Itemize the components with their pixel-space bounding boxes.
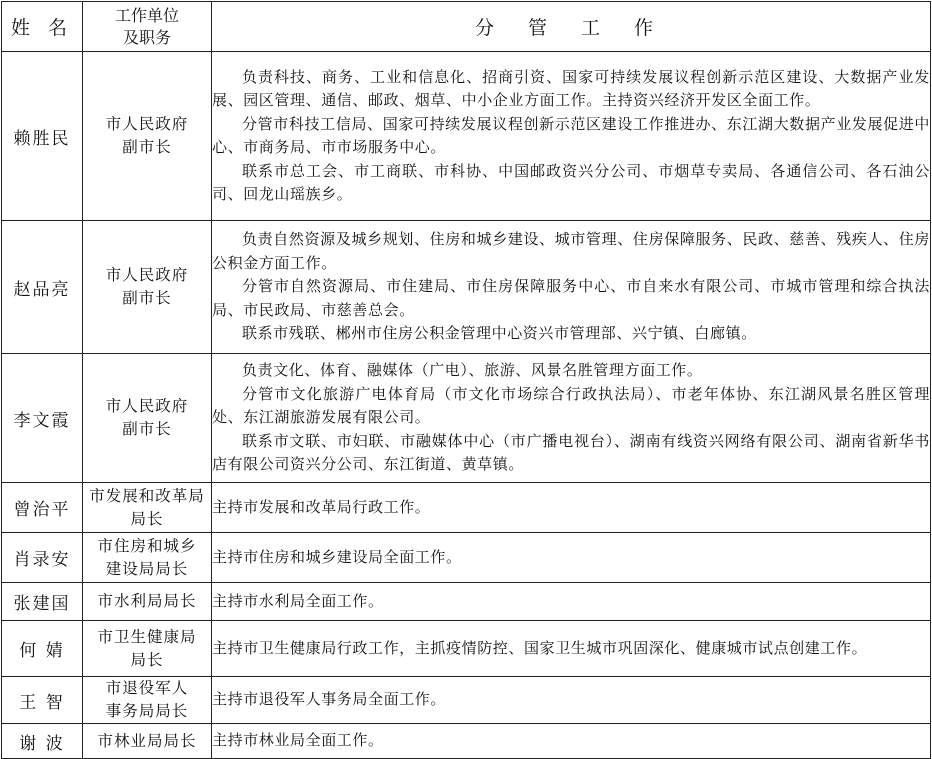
person-name: 肖录安 xyxy=(2,533,83,583)
header-row xyxy=(2,2,931,52)
duty-paragraph: 联系市残联、郴州市住房公积金管理中心资兴市管理部、兴宁镇、白廊镇。 xyxy=(242,324,757,343)
person-unit: 市水利局局长 xyxy=(83,583,212,621)
unit-line1: 市人民政府 xyxy=(105,266,189,284)
person-unit xyxy=(83,677,212,724)
person-unit xyxy=(83,354,212,483)
person-name: 谢 波 xyxy=(2,724,83,759)
unit-line2: 局长 xyxy=(130,650,164,669)
header-unit-line1: 工作单位 xyxy=(114,5,179,25)
leadership-duties-table xyxy=(1,1,931,759)
table-row xyxy=(2,52,931,221)
person-unit xyxy=(83,483,212,533)
person-unit xyxy=(83,52,212,221)
duty-paragraph: 负责自然资源及城乡规划、住房和城乡建设、城市管理、住房保障服务、民政、慈善、残疾人、住房公积金方面工作。 xyxy=(212,230,930,272)
header-duty: 分 管 工 作 xyxy=(212,2,931,52)
duty-description: 主持市发展和改革局行政工作。 xyxy=(212,483,931,533)
duty-description xyxy=(212,354,931,483)
header-unit-line2: 及职务 xyxy=(122,27,171,47)
table-row xyxy=(2,533,931,583)
person-unit xyxy=(83,221,212,354)
header-unit xyxy=(83,2,212,52)
duty-paragraph: 联系市总工会、市工商联、市科协、中国邮政资兴分公司、市烟草专卖局、各通信公司、各石油公司、回龙山瑶族乡。 xyxy=(212,161,930,203)
person-name: 曾治平 xyxy=(2,483,83,533)
table-row xyxy=(2,621,931,677)
unit-line1: 市卫生健康局 xyxy=(97,627,197,646)
person-name: 赖胜民 xyxy=(2,52,83,221)
person-name: 王 智 xyxy=(2,677,83,724)
unit-line2: 事务局局长 xyxy=(105,702,189,720)
header-name: 姓 名 xyxy=(2,2,83,52)
table-row xyxy=(2,221,931,354)
duty-paragraph: 分管市文化旅游广电体育局（市文化市场综合行政执法局）、市老年体协、东江湖风景名胜区管理处、东江湖旅游发展有限公司。 xyxy=(212,384,930,427)
duty-description: 主持市林业局全面工作。 xyxy=(212,724,931,759)
unit-line2: 副市长 xyxy=(122,420,172,438)
duty-description: 主持市退役军人事务局全面工作。 xyxy=(212,677,931,724)
table-row xyxy=(2,724,931,759)
duty-description xyxy=(212,221,931,354)
table-row xyxy=(2,677,931,724)
duty-paragraph: 联系市文联、市妇联、市融媒体中心（市广播电视台）、湖南有线资兴网络有限公司、湖南省新华书店有限公司资兴分公司、东江街道、黄草镇。 xyxy=(212,431,930,474)
unit-line1: 市退役军人 xyxy=(105,679,189,697)
duty-paragraph: 负责科技、商务、工业和信息化、招商引资、国家可持续发展议程创新示范区建设、大数据产业发展、园区管理、通信、邮政、烟草、中小企业方面工作。主持资兴经济开发区全面工作。 xyxy=(212,67,930,109)
person-name: 李文霞 xyxy=(2,354,83,483)
person-unit xyxy=(83,533,212,583)
table-row xyxy=(2,483,931,533)
duty-paragraph: 分管市科技工信局、国家可持续发展议程创新示范区建设工作推进办、东江湖大数据产业发展促进中心、市商务局、市市场服务中心。 xyxy=(212,114,930,156)
person-name: 何 婧 xyxy=(2,621,83,677)
unit-line1: 市发展和改革局 xyxy=(89,486,205,505)
unit-line1: 市人民政府 xyxy=(105,397,189,415)
person-unit: 市林业局局长 xyxy=(83,724,212,759)
person-name: 赵品亮 xyxy=(2,221,83,354)
unit-line1: 市人民政府 xyxy=(105,115,189,133)
unit-line1: 市住房和城乡 xyxy=(97,536,197,555)
unit-line2: 建设局局长 xyxy=(105,559,189,578)
duty-paragraph: 负责文化、体育、融媒体（广电）、旅游、风景名胜管理方面工作。 xyxy=(242,361,703,380)
duty-description: 主持市卫生健康局行政工作，主抓疫情防控、国家卫生城市巩固深化、健康城市试点创建工作。 xyxy=(212,621,931,677)
duty-description: 主持市住房和城乡建设局全面工作。 xyxy=(212,533,931,583)
unit-line2: 副市长 xyxy=(122,138,172,156)
duty-paragraph: 分管市自然资源局、市住建局、市住房保障服务中心、市自来水有限公司、市城市管理和综合执法局、市民政局、市慈善总会。 xyxy=(212,277,930,319)
person-unit xyxy=(83,621,212,677)
table-row xyxy=(2,354,931,483)
unit-line2: 局长 xyxy=(130,509,164,528)
duty-description: 主持市水利局全面工作。 xyxy=(212,583,931,621)
person-name: 张建国 xyxy=(2,583,83,621)
table-row xyxy=(2,583,931,621)
duty-description xyxy=(212,52,931,221)
unit-line2: 副市长 xyxy=(122,289,172,307)
